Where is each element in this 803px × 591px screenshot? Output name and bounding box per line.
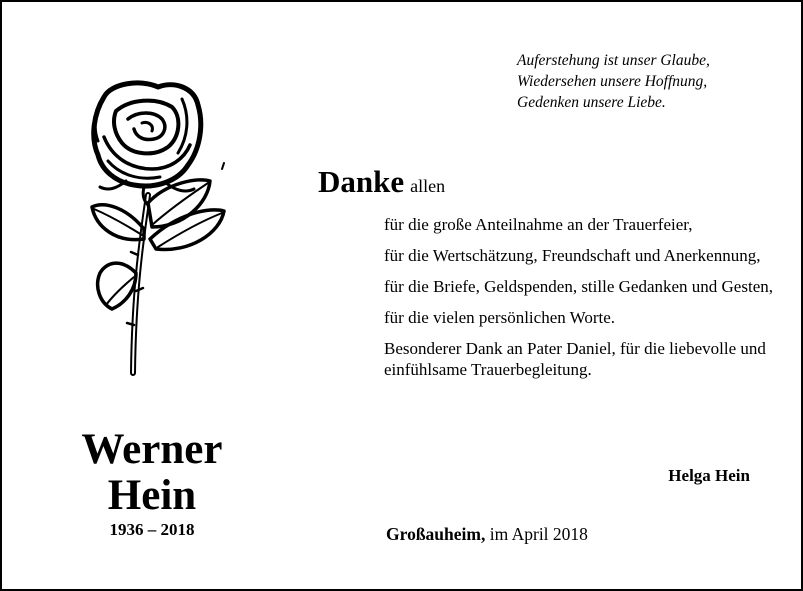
thanks-item: für die vielen persönlichen Worte. xyxy=(384,308,616,327)
life-years: 1936 – 2018 xyxy=(109,520,195,539)
thanks-item: für die große Anteilnahme an der Trauerfeier, xyxy=(384,215,693,234)
quote-line: Auferstehung ist unser Glaube, xyxy=(517,52,710,69)
deceased-name xyxy=(52,427,252,519)
thanks-list xyxy=(384,214,774,390)
date-text: im April 2018 xyxy=(489,524,588,544)
danke-word: Danke xyxy=(318,164,405,199)
thanks-item: Besonderer Dank an Pater Daniel, für die liebevolle und einfühlsame Trauerbegleitung. xyxy=(384,339,766,379)
quote-line: Wiedersehen unsere Hoffnung, xyxy=(517,73,708,90)
thanks-item: für die Briefe, Geldspenden, stille Gedanken und Gesten, xyxy=(384,277,773,296)
place-date xyxy=(386,524,588,545)
place-name: Großauheim, xyxy=(386,524,486,544)
quote-line: Gedenken unsere Liebe. xyxy=(517,94,666,111)
signature: Helga Hein xyxy=(668,466,750,485)
thanks-item: für die Wertschätzung, Freundschaft und Anerkennung, xyxy=(384,246,761,265)
allen-word: allen xyxy=(410,176,446,196)
deceased-first-name: Werner xyxy=(81,426,223,473)
deceased-last-name: Hein xyxy=(107,472,197,519)
rose-icon xyxy=(86,77,236,377)
quote xyxy=(517,50,787,113)
danke-heading xyxy=(318,164,445,200)
